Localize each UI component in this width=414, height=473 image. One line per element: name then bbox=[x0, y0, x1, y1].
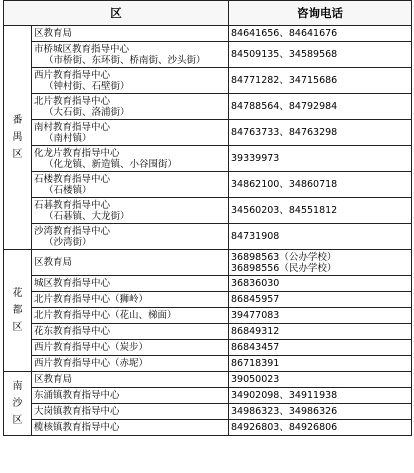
table-row bbox=[4, 340, 412, 356]
phone-number: 86845957 bbox=[231, 294, 280, 305]
table-row bbox=[4, 420, 412, 436]
phone-cell bbox=[229, 308, 412, 324]
phone-cell bbox=[229, 94, 412, 120]
unit-cell bbox=[32, 420, 229, 436]
unit-name: 区教育局 bbox=[34, 28, 73, 39]
unit-name: 北片教育指导中心（狮岭） bbox=[34, 294, 149, 305]
unit-name: 沙湾教育指导中心 bbox=[34, 225, 111, 237]
phone-cell bbox=[229, 250, 412, 276]
phone-number: 86849312 bbox=[231, 326, 280, 337]
unit-cell bbox=[32, 198, 229, 224]
table-row bbox=[4, 198, 412, 224]
unit-coverage: （沙湾街） bbox=[44, 236, 92, 248]
phone-number: 39050023 bbox=[231, 374, 280, 385]
table-row bbox=[4, 404, 412, 420]
district-char: 区 bbox=[12, 149, 23, 160]
unit-name: 大岗镇教育指导中心 bbox=[34, 406, 120, 417]
unit-coverage: （化龙镇、新造镇、小谷围街） bbox=[44, 158, 178, 170]
phone-number: 39477083 bbox=[231, 310, 280, 321]
table-row bbox=[4, 250, 412, 276]
table-row bbox=[4, 372, 412, 388]
phone-number: 34902098、34911938 bbox=[231, 390, 338, 401]
phone-cell bbox=[229, 42, 412, 68]
unit-name: 石碁教育指导中心 bbox=[34, 199, 111, 211]
table-row bbox=[4, 172, 412, 198]
phone-cell bbox=[229, 120, 412, 146]
phone-number: 34560203、84551812 bbox=[231, 205, 338, 216]
unit-cell bbox=[32, 68, 229, 94]
phone-cell bbox=[229, 68, 412, 94]
table-row bbox=[4, 120, 412, 146]
district-char: 区 bbox=[12, 415, 23, 426]
phone-cell bbox=[229, 420, 412, 436]
table-header-row bbox=[4, 1, 412, 26]
phone-cell bbox=[229, 198, 412, 224]
district-char: 都 bbox=[12, 305, 23, 316]
header-phone: 咨询电话 bbox=[229, 1, 412, 26]
unit-name: 南村教育指导中心 bbox=[34, 121, 111, 133]
phone-number: 36898556（民办学校） bbox=[231, 262, 337, 274]
unit-cell bbox=[32, 308, 229, 324]
phone-number: 86843457 bbox=[231, 342, 280, 353]
unit-name: 石楼教育指导中心 bbox=[34, 173, 111, 185]
table-row bbox=[4, 224, 412, 250]
table-row bbox=[4, 356, 412, 372]
unit-name: 榄核镇教育指导中心 bbox=[34, 422, 120, 433]
unit-name: 北片教育指导中心 bbox=[34, 95, 111, 107]
phone-number: 86718391 bbox=[231, 358, 280, 369]
district-char: 南 bbox=[12, 381, 23, 392]
unit-cell bbox=[32, 146, 229, 172]
unit-coverage: （石碁镇、大龙街） bbox=[44, 210, 130, 222]
phone-number: 84788564、84792984 bbox=[231, 101, 338, 112]
phone-number: 36836030 bbox=[231, 278, 280, 289]
unit-cell bbox=[32, 224, 229, 250]
phone-number: 84763733、84763298 bbox=[231, 127, 338, 138]
district-char: 禺 bbox=[12, 132, 23, 143]
phone-number: 84771282、34715686 bbox=[231, 75, 338, 86]
unit-cell bbox=[32, 324, 229, 340]
phone-cell bbox=[229, 388, 412, 404]
unit-cell bbox=[32, 94, 229, 120]
phone-cell bbox=[229, 172, 412, 198]
unit-name: 北片教育指导中心（花山、梯面） bbox=[34, 310, 177, 321]
phone-cell bbox=[229, 224, 412, 250]
table-row bbox=[4, 42, 412, 68]
table-body bbox=[4, 26, 412, 436]
phone-cell bbox=[229, 372, 412, 388]
table-row bbox=[4, 324, 412, 340]
unit-cell bbox=[32, 356, 229, 372]
unit-name: 化龙片教育指导中心 bbox=[34, 147, 120, 159]
phone-number: 34986323、34986326 bbox=[231, 406, 338, 417]
phone-number: 36898563（公办学校） bbox=[231, 251, 337, 263]
unit-coverage: （钟村街、石壁街） bbox=[44, 80, 130, 92]
phone-cell bbox=[229, 26, 412, 42]
table-row bbox=[4, 276, 412, 292]
unit-name: 西片教育指导中心 bbox=[34, 69, 111, 81]
phone-number: 34862100、34860718 bbox=[231, 179, 338, 190]
unit-name: 区教育局 bbox=[34, 374, 73, 385]
district-char: 区 bbox=[12, 322, 23, 333]
unit-coverage: （大石街、洛浦街） bbox=[44, 106, 130, 118]
unit-cell bbox=[32, 388, 229, 404]
table-row bbox=[4, 292, 412, 308]
unit-cell bbox=[32, 42, 229, 68]
unit-cell bbox=[32, 26, 229, 42]
table-row bbox=[4, 94, 412, 120]
phone-cell bbox=[229, 324, 412, 340]
phone-cell bbox=[229, 404, 412, 420]
contact-table bbox=[3, 0, 412, 436]
unit-coverage: （市桥街、东环街、桥南街、沙头街） bbox=[44, 54, 206, 66]
phone-number: 84926803、84926806 bbox=[231, 422, 338, 433]
district-char: 番 bbox=[12, 115, 23, 126]
unit-cell bbox=[32, 404, 229, 420]
unit-name: 城区教育指导中心 bbox=[34, 278, 111, 289]
phone-cell bbox=[229, 356, 412, 372]
table-row bbox=[4, 308, 412, 324]
table-row bbox=[4, 146, 412, 172]
unit-cell bbox=[32, 372, 229, 388]
unit-name: 市桥城区教育指导中心 bbox=[34, 43, 130, 55]
phone-number: 39339973 bbox=[231, 153, 280, 164]
table-row bbox=[4, 388, 412, 404]
unit-name: 东涌镇教育指导中心 bbox=[34, 390, 120, 401]
phone-cell bbox=[229, 292, 412, 308]
district-cell bbox=[4, 26, 32, 250]
unit-name: 区教育局 bbox=[34, 257, 73, 268]
unit-coverage: （南村镇） bbox=[44, 132, 92, 144]
unit-cell bbox=[32, 172, 229, 198]
district-cell bbox=[4, 250, 32, 372]
table-row bbox=[4, 26, 412, 42]
unit-name: 西片教育指导中心（炭步） bbox=[34, 342, 149, 353]
unit-cell bbox=[32, 120, 229, 146]
unit-cell bbox=[32, 250, 229, 276]
unit-name: 西片教育指导中心（赤坭） bbox=[34, 358, 149, 369]
phone-cell bbox=[229, 340, 412, 356]
phone-number: 84509135、34589568 bbox=[231, 49, 338, 60]
unit-cell bbox=[32, 340, 229, 356]
unit-cell bbox=[32, 276, 229, 292]
unit-cell bbox=[32, 292, 229, 308]
phone-cell bbox=[229, 276, 412, 292]
phone-number: 84731908 bbox=[231, 231, 280, 242]
district-cell bbox=[4, 372, 32, 436]
district-char: 花 bbox=[12, 288, 23, 299]
header-district: 区 bbox=[4, 1, 229, 26]
unit-name: 花东教育指导中心 bbox=[34, 326, 111, 337]
phone-number: 84641656、84641676 bbox=[231, 28, 338, 39]
unit-coverage: （石楼镇） bbox=[44, 184, 92, 196]
phone-cell bbox=[229, 146, 412, 172]
table-row bbox=[4, 68, 412, 94]
district-char: 沙 bbox=[12, 398, 23, 409]
